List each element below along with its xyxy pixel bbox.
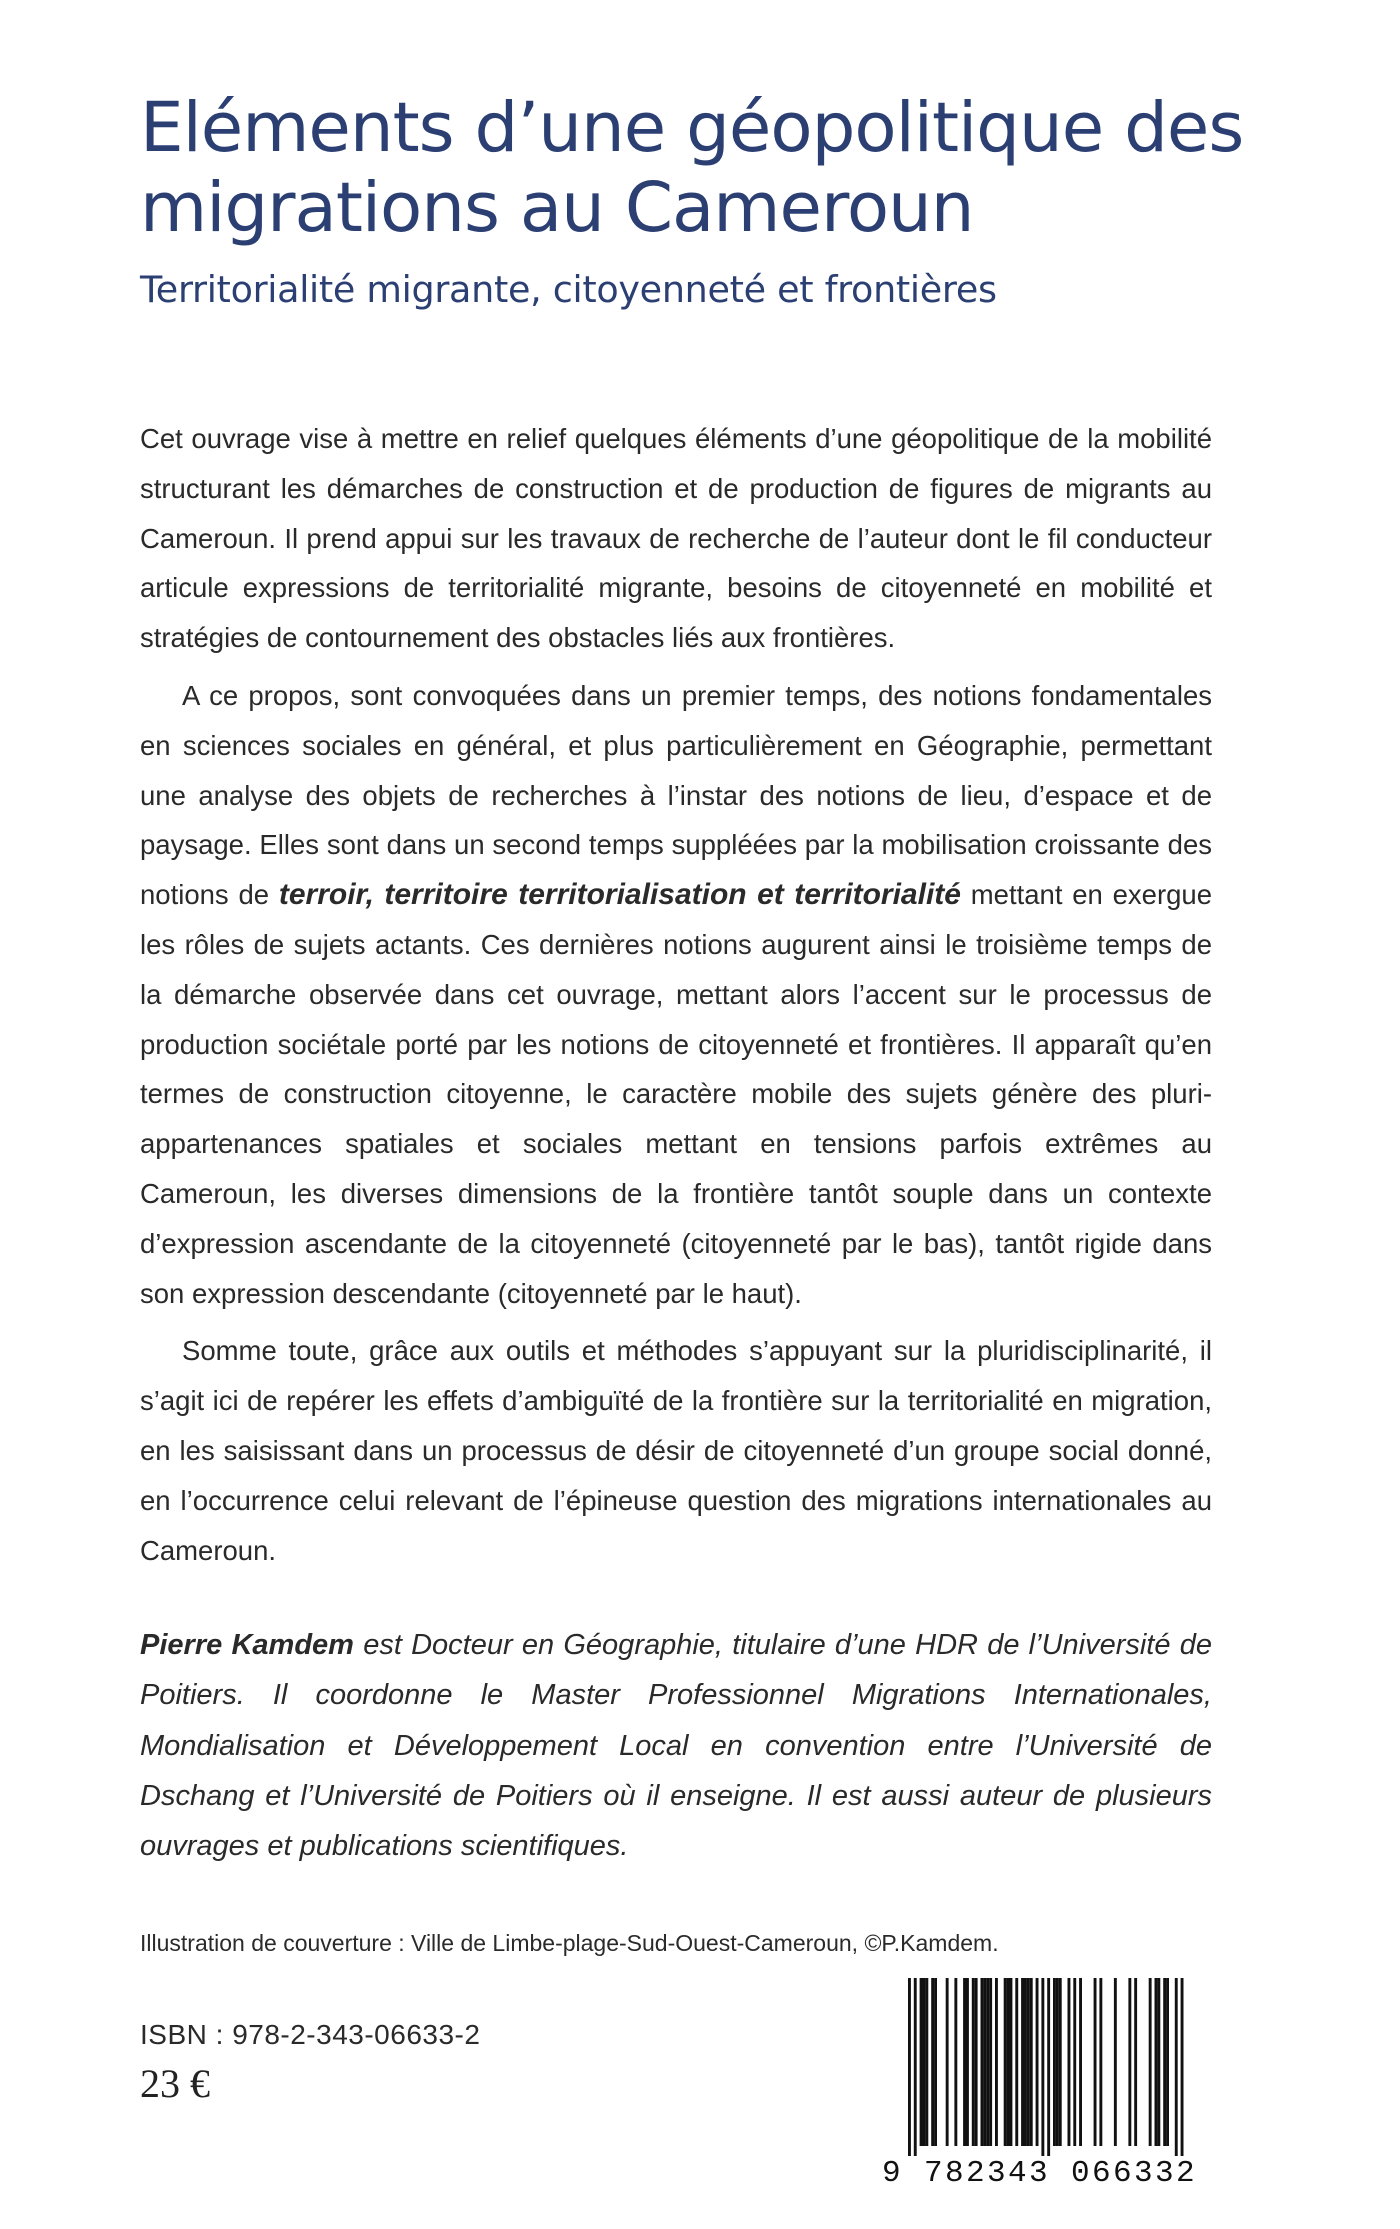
barcode-bar — [1149, 1978, 1152, 2146]
barcode-bar — [1030, 1978, 1033, 2146]
barcode-bars — [882, 1978, 1200, 2156]
barcode-bar — [983, 1978, 986, 2146]
barcode-bar — [914, 1978, 917, 2156]
barcode-bar — [1157, 1978, 1160, 2146]
barcode-bar — [1015, 1978, 1018, 2146]
summary-paragraph-3: Somme toute, grâce aux outils et méthodes s’appuyant sur la pluridisciplinarité, il s’agit ici de repérer les effets d’ambiguïté de la frontière sur la territorialité en migration, en les saisissant dans un processus de désir de citoyenneté d’un groupe social donné, en l’occurrence celui relevant de l’épineuse question des migrations internationales au Cameroun. — [140, 1335, 1212, 1566]
barcode-bar — [1024, 1978, 1027, 2146]
barcode-bar — [1114, 1978, 1117, 2146]
barcode-bar — [923, 1978, 926, 2146]
barcode-bar — [1021, 1978, 1024, 2146]
author-bio — [140, 1620, 1212, 1871]
barcode-bar — [1175, 1978, 1178, 2156]
barcode-bar — [1010, 1978, 1013, 2146]
barcode-bar — [925, 1978, 928, 2146]
book-title: Eléments d’une géopolitique des migrations au Cameroun — [140, 88, 1244, 249]
summary-paragraph-2-start: A ce propos, sont convoquées dans un premier temps, des notions fondamentales en sciences sociales en général, et plus particulièrement en Géographie, permettant une analyse des objets de recherches à l’instar des notions de lieu, d’espace et de paysage. Elles sont dans un second temps suppléées par la mobilisation croissante des notions de — [140, 679, 1212, 911]
barcode-bar — [1099, 1978, 1102, 2146]
barcode-bar — [1134, 1978, 1137, 2146]
barcode-bar — [1073, 1978, 1076, 2146]
barcode-bar — [1004, 1978, 1007, 2146]
summary-paragraph-2-end: mettant en exergue les rôles de sujets actants. Ces dernières notions augurent ainsi le troisième temps de la démarche observée dans cet ouvrage, mettant alors l’accent sur le processus de production sociétale porté par les notions de citoyenneté et frontières. Il apparaît qu’en termes de construction citoyenne, le caractère mobile des sujets génère des pluri-appartenances spatiales et sociales mettant en tensions parfois extrêmes au Cameroun, les diverses dimensions de la frontière tantôt souple dans un contexte d’expression ascendante de la citoyenneté (citoyenneté par le bas), tantôt rigide dans son expression descendante (citoyenneté par le haut). — [140, 879, 1213, 1309]
barcode-bar — [1056, 1978, 1059, 2146]
summary-paragraph-2 — [140, 671, 1212, 1318]
author-bio-text: est Docteur en Géographie, titulaire d’une HDR de l’Université de Poitiers. Il coordonne le Master Professionnel Migrations Internationales, Mondialisation et Développement Local en convention entre l’Université de Dschang et l’Université de Poitiers où il enseigne. Il est aussi auteur de plusieurs ouvrages et publications scientifiques. — [140, 1629, 1212, 1863]
barcode-bar — [1047, 1978, 1050, 2156]
barcode-bar — [1166, 1978, 1169, 2146]
barcode-bar — [934, 1978, 937, 2146]
barcode-bar — [1007, 1978, 1010, 2146]
author-name: Pierre Kamdem — [140, 1629, 354, 1661]
barcode-bar — [1163, 1978, 1166, 2146]
barcode-digits: 9 782343 066332 — [882, 2156, 1198, 2191]
price: 23 € — [140, 2061, 210, 2106]
barcode-bar — [1128, 1978, 1131, 2146]
barcode-bar — [1041, 1978, 1044, 2156]
isbn: ISBN : 978-2-343-06633-2 — [140, 2019, 481, 2050]
barcode-bar — [920, 1978, 923, 2146]
barcode-bar — [972, 1978, 975, 2146]
cover-illustration-credit: Illustration de couverture : Ville de Limbe-plage-Sud-Ouest-Cameroun, ©P.Kamdem. — [140, 1930, 999, 1956]
barcode — [882, 1978, 1200, 2196]
summary-text — [140, 414, 1212, 1575]
barcode-bar — [1181, 1978, 1184, 2156]
book-subtitle: Territorialité migrante, citoyenneté et frontières — [140, 268, 997, 311]
barcode-bar — [908, 1978, 911, 2156]
summary-paragraph-1: Cet ouvrage vise à mettre en relief quelques éléments d’une géopolitique de la mobilité structurant les démarches de construction et de production de figures de migrants au Cameroun. Il prend appui sur les travaux de recherche de l’auteur dont le fil conducteur articule expressions de territorialité migrante, besoins de citoyenneté en mobilité et stratégies de contournement des obstacles liés aux frontières. — [140, 423, 1212, 654]
barcode-bar — [995, 1978, 998, 2146]
barcode-bar — [1036, 1978, 1039, 2146]
barcode-bar — [1094, 1978, 1097, 2146]
summary-keywords: terroir, territoire territorialisation et territorialité — [278, 878, 961, 912]
barcode-bar — [1155, 1978, 1158, 2146]
barcode-bar — [981, 1978, 984, 2146]
barcode-bar — [931, 1978, 934, 2146]
barcode-bar — [954, 1978, 957, 2146]
barcode-bar — [975, 1978, 978, 2146]
barcode-bar — [1068, 1978, 1071, 2146]
barcode-bar — [1079, 1978, 1082, 2146]
barcode-bar — [963, 1978, 966, 2146]
barcode-bar — [986, 1978, 989, 2146]
barcode-bar — [989, 1978, 992, 2146]
barcode-bar — [946, 1978, 949, 2146]
barcode-bar — [1059, 1978, 1062, 2146]
barcode-bar — [1053, 1978, 1056, 2146]
barcode-bar — [966, 1978, 969, 2146]
barcode-bar — [1027, 1978, 1030, 2146]
